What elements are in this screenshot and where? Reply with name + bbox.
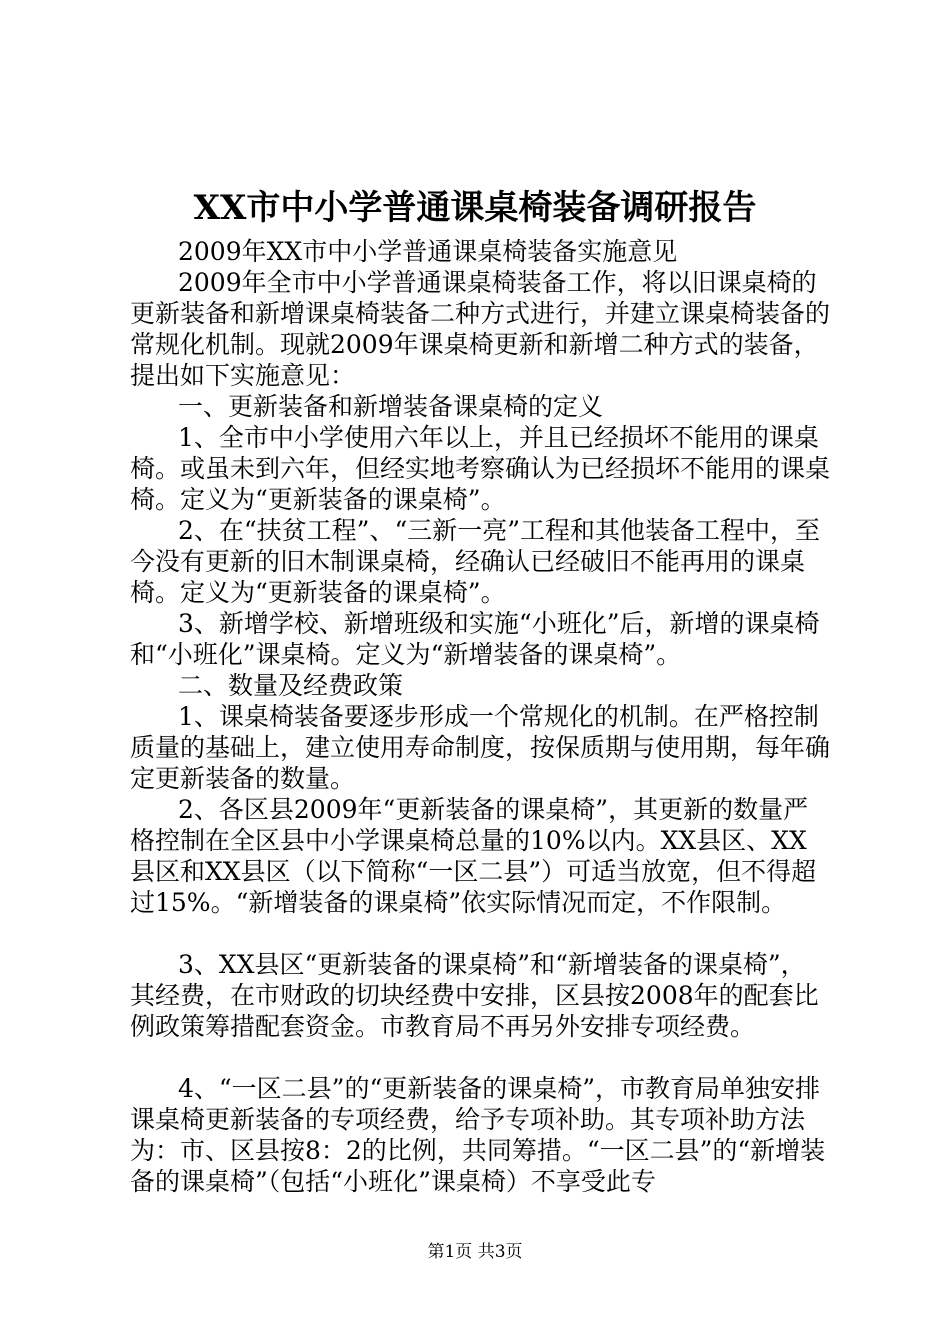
paragraph-definition-2: 2、在“扶贫工程”、“三新一亮”工程和其他装备工程中，至今没有更新的旧木制课桌椅，经确认已经破旧不能再用的课桌椅。定义为“更新装备的课桌椅”。	[130, 516, 821, 607]
document-title: XX市中小学普通课桌椅装备调研报告	[193, 188, 757, 228]
section-heading-definition: 一、更新装备和新增装备课桌椅的定义	[178, 392, 604, 421]
paragraph-policy-1: 1、课桌椅装备要逐步形成一个常规化的机制。在严格控制质量的基础上，建立使用寿命制度，按保质期与使用期，每年确定更新装备的数量。	[130, 702, 831, 793]
paragraph-policy-2: 2、各区县2009年“更新装备的课桌椅”，其更新的数量严格控制在全区县中小学课桌椅总量的10%以内。XX县区、XX县区和XX县区（以下简称“一区二县”）可适当放宽，但不得超过15%。“新增装备的课桌椅”依实际情况而定，不作限制。	[130, 795, 817, 917]
paragraph-intro: 2009年全市中小学普通课桌椅装备工作，将以旧课桌椅的更新装备和新增课桌椅装备二种方式进行，并建立课桌椅装备的常规化机制。现就2009年课桌椅更新和新增二种方式的装备，提出如下实施意见：	[130, 268, 831, 390]
paragraph-policy-4: 4、“一区二县”的“更新装备的课桌椅”，市教育局单独安排课桌椅更新装备的专项经费，给予专项补助。其专项补助方法为：市、区县按8：2的比例，共同筹措。“一区二县”的“新增装备的课桌椅”（包括“小班化”课桌椅）不享受此专	[130, 1074, 826, 1196]
paragraph-policy-3: 3、XX县区“更新装备的课桌椅”和“新增装备的课桌椅”，其经费，在市财政的切块经费中安排，区县按2008年的配套比例政策筹措配套资金。市教育局不再另外安排专项经费。	[130, 950, 819, 1041]
page-number-footer: 第1页 共3页	[427, 1242, 523, 1262]
paragraph-subtitle: 2009年XX市中小学普通课桌椅装备实施意见	[178, 237, 678, 266]
document-body	[130, 236, 830, 1197]
paragraph-definition-3: 3、新增学校、新增班级和实施“小班化”后，新增的课桌椅和“小班化”课桌椅。定义为“新增装备的课桌椅”。	[130, 609, 820, 669]
section-heading-policy: 二、数量及经费政策	[178, 671, 404, 700]
paragraph-definition-1: 1、全市中小学使用六年以上，并且已经损坏不能用的课桌椅。或虽未到六年，但经实地考察确认为已经损坏不能用的课桌椅。定义为“更新装备的课桌椅”。	[130, 423, 831, 514]
